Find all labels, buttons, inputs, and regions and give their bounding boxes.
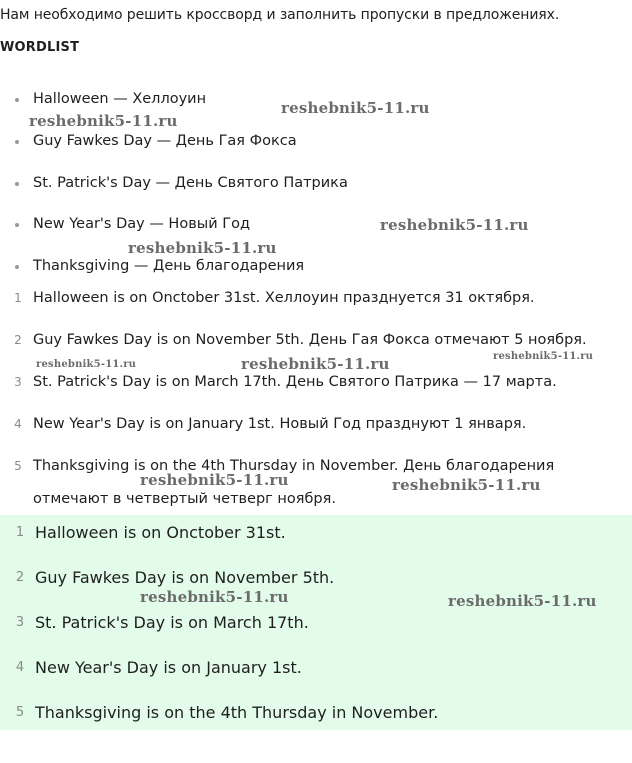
answer-number: 5: [15, 705, 25, 720]
wordlist-item-text: New Year's Day — Новый Год: [33, 216, 250, 232]
wordlist-item-text: St. Patrick's Day — День Святого Патрика: [33, 175, 348, 191]
watermark: reshebnik5-11.ru: [36, 359, 137, 370]
bullet-icon: [15, 98, 19, 102]
watermark: reshebnik5-11.ru: [448, 592, 597, 610]
wordlist-item-text: Halloween — Хеллоуин: [33, 91, 207, 107]
sentence-text-continuation: отмечают в четвертый четверг ноября.: [33, 491, 336, 507]
sentence-text: Thanksgiving is on the 4th Thursday in November. День благодарения: [33, 458, 555, 474]
sentence-number: 3: [14, 375, 22, 389]
answer-text: Guy Fawkes Day is on November 5th.: [35, 568, 335, 587]
sentence-number: 2: [14, 333, 22, 347]
sentence-text: New Year's Day is on January 1st. Новый Год празднуют 1 января.: [33, 416, 527, 432]
watermark: reshebnik5-11.ru: [140, 471, 289, 489]
watermark: reshebnik5-11.ru: [29, 112, 178, 130]
sentence-text: St. Patrick's Day is on March 17th. День Святого Патрика — 17 марта.: [33, 374, 557, 390]
answer-number: 1: [15, 525, 25, 540]
bullet-icon: [15, 140, 19, 144]
answer-text: Halloween is on Onctober 31st.: [35, 523, 286, 542]
bullet-icon: [15, 182, 19, 186]
wordlist-heading: WORDLIST: [0, 40, 80, 55]
bullet-icon: [15, 223, 19, 227]
watermark: reshebnik5-11.ru: [281, 99, 430, 117]
answers-block: [0, 515, 632, 730]
answer-text: St. Patrick's Day is on March 17th.: [35, 613, 309, 632]
watermark: reshebnik5-11.ru: [241, 355, 390, 373]
answer-text: Thanksgiving is on the 4th Thursday in November.: [35, 703, 439, 722]
answer-text: New Year's Day is on January 1st.: [35, 658, 302, 677]
answer-number: 3: [15, 615, 25, 630]
watermark: reshebnik5-11.ru: [380, 216, 529, 234]
answer-number: 4: [15, 660, 25, 675]
wordlist-item-text: Thanksgiving — День благодарения: [33, 258, 305, 274]
watermark: reshebnik5-11.ru: [392, 476, 541, 494]
intro-text: Нам необходимо решить кроссворд и заполнить пропуски в предложениях.: [0, 7, 560, 23]
sentence-number: 4: [14, 417, 22, 431]
sentence-text: Guy Fawkes Day is on November 5th. День Гая Фокса отмечают 5 ноября.: [33, 332, 587, 348]
watermark: reshebnik5-11.ru: [493, 351, 594, 362]
sentence-number: 5: [14, 459, 22, 473]
wordlist-item-text: Guy Fawkes Day — День Гая Фокса: [33, 133, 297, 149]
answer-number: 2: [15, 570, 25, 585]
watermark: reshebnik5-11.ru: [140, 588, 289, 606]
bullet-icon: [15, 265, 19, 269]
watermark: reshebnik5-11.ru: [128, 239, 277, 257]
sentence-text: Halloween is on Onctober 31st. Хеллоуин празднуется 31 октября.: [33, 290, 535, 306]
sentence-number: 1: [14, 291, 22, 305]
